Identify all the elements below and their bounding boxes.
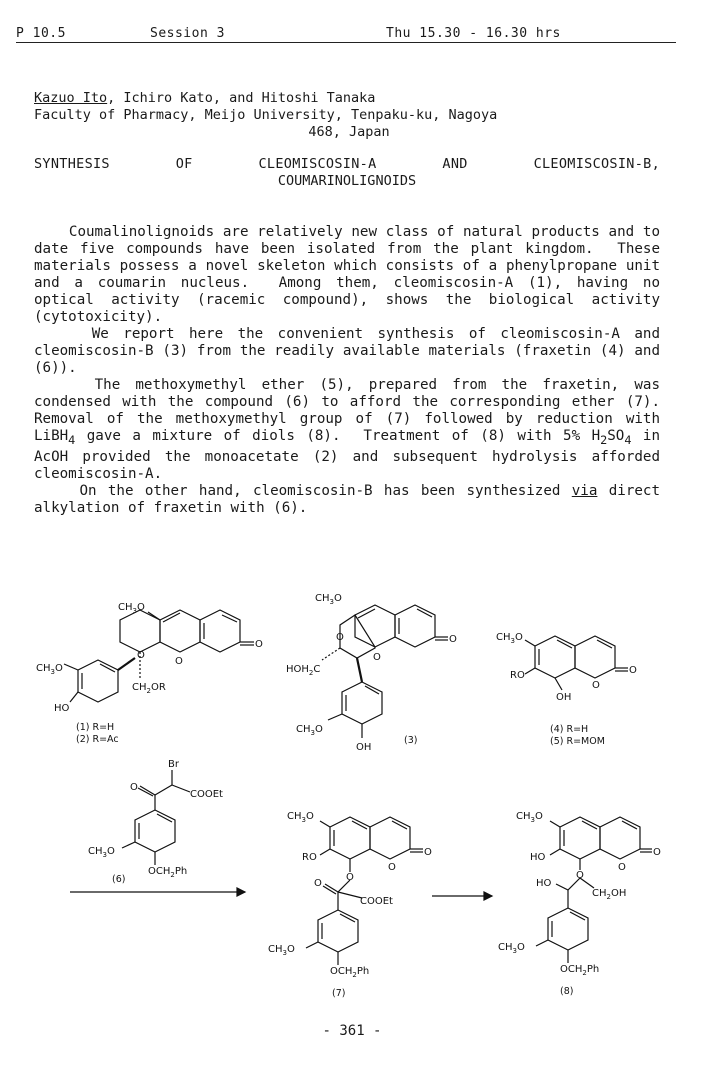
compound-4-structure [525,636,628,690]
c7-ro: RO [302,852,317,863]
label-compound-7: (7) [332,988,346,999]
c1-ring-o: O [137,650,145,661]
label-compound-5: (5) R=MOM [550,736,605,747]
c1-ch2or: $CH_2OR$ [132,682,166,695]
c8-ring-o: O [618,862,626,873]
c4-carbonyl-o: O [629,665,637,676]
label-compound-6: (6) [112,874,126,885]
c8-ether-o: O [576,870,584,881]
compound-7-structure [306,817,492,965]
c7-ring-o: O [388,862,396,873]
c4-ro: RO [510,670,525,681]
c1-carbonyl-o: O [255,639,263,650]
poster-number: P 10.5 [16,26,66,41]
author-block [34,90,664,124]
label-compound-1: (1) R=H [76,722,115,733]
c3-oh: OH [356,742,372,753]
c8-ch3o-aryl: $CH_3O$ [498,942,525,955]
c6-carbonyl-o: O [130,782,138,793]
presenting-author: Kazuo Ito [34,90,108,106]
c7-keto-o: O [314,878,322,889]
c3-ch3o-aryl: $CH_3O$ [296,724,323,737]
c1-ho: HO [54,703,70,714]
page-number: - 361 - [322,1023,382,1039]
label-compound-8: (8) [560,986,574,997]
label-compound-3: (3) [404,735,418,746]
c3-ch3o: $CH_3O$ [315,593,342,606]
c7-och2ph: $OCH_2Ph$ [330,966,370,979]
c8-ch3o: $CH_3O$ [516,811,543,824]
c3-ring-o2: O [373,652,381,663]
affiliation-line-1: Faculty of Pharmacy, Meijo University, Tenpaku-ku, Nagoya [34,107,498,123]
c1-ring-o2: O [175,656,183,667]
affiliation-line-2: 468, Japan [308,124,390,140]
label-compound-4: (4) R=H [550,724,589,735]
c7-ch3o: $CH_3O$ [287,811,314,824]
c4-ring-o: O [592,680,600,691]
abstract-body [34,224,678,517]
c8-ho-side: HO [536,878,552,889]
c3-ring-o: O [336,632,344,643]
c7-ch3o-aryl: $CH_3O$ [268,944,295,957]
chemical-structures-figure [0,560,704,1030]
c4-ch3o: $CH_3O$ [496,632,523,645]
c4-oh: OH [556,692,572,703]
page-header [16,26,676,43]
c3-hoh2c: $HOH_2C$ [286,664,321,677]
c1-ch3o: $CH_3O$ [118,602,145,615]
c7-cooet: COOEt [360,896,393,907]
paragraph-4: On the other hand, cleomiscosin-B has been synthesized via direct alkylation of fraxetin with (6). [34,482,669,516]
paragraph-1: Coumalinolignoids are relatively new class of natural products and to date five compounds have been isolated from the plant kingdom. These materials possess a novel skeleton which consists of a phenylpropane unit and a coumarin nucleus. Among them, cleomiscosin-A (1), having no optical activity (racemic compound), shows the biological activity (cytotoxicity). [34,224,669,325]
paper-title: SYNTHESIS OF CLEOMISCOSIN-A AND CLEOMISCOSIN-B, [34,156,660,172]
c1-aryl-ch3o: $CH_3O$ [36,663,63,676]
c8-ho: HO [530,852,546,863]
c8-carbonyl-o: O [653,847,661,858]
co-authors: , Ichiro Kato, and Hitoshi Tanaka [107,90,376,106]
c6-br: Br [168,759,179,770]
label-compound-2: (2) R=Ac [76,734,119,745]
c8-och2ph: $OCH_2Ph$ [560,964,600,977]
c3-carbonyl-o: O [449,634,457,645]
session-label: Session 3 [150,26,225,41]
c6-och2ph: $OCH_2Ph$ [148,866,188,879]
c6-ch3o: $CH_3O$ [88,846,115,859]
paragraph-2: We report here the convenient synthesis of cleomiscosin-A and cleomiscosin-B (3) from the readily available materials (fraxetin (4) and (6)). [34,326,669,376]
c7-carbonyl-o: O [424,847,432,858]
c6-cooet: COOEt [190,789,223,800]
compound-3-structure [322,605,448,738]
paragraph-3: The methoxymethyl ether (5), prepared from the fraxetin, was condensed with the compound (6) to afford the corresponding ether (7). Removal of the methoxymethyl group of (7) followed by reduction with LiBH$_4$ gave a mixture of diols (8). Treatment of (8) with 5% $H_2SO_4$ in AcOH provided the monoacetate (2) and subsequent hydrolysis afforded cleomiscosin-A. [34,377,678,482]
time-slot: Thu 15.30 - 16.30 hrs [386,26,561,41]
paper-title-line-2: COUMARINOLIGNOIDS [277,173,417,189]
c7-ether-o: O [346,872,354,883]
c8-ch2oh: $CH_2OH$ [592,888,627,901]
structures-svg [0,560,704,1030]
